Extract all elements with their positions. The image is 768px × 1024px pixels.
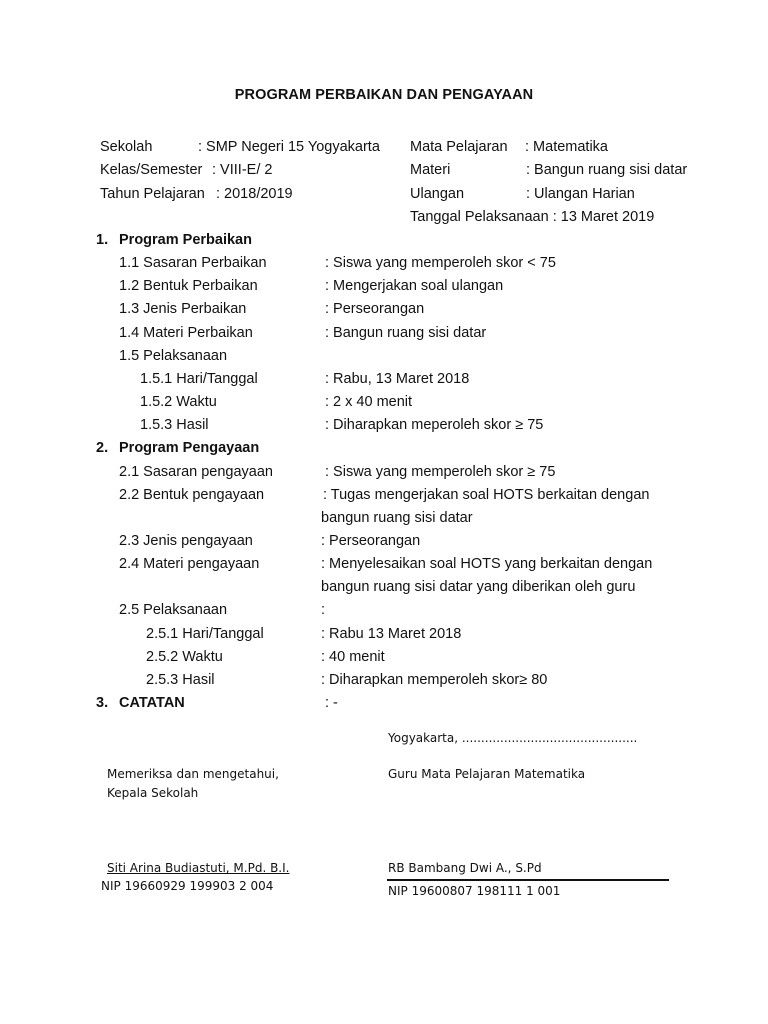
item-label: 1.5.3 Hasil: [140, 417, 209, 433]
item-label: 2.1 Sasaran pengayaan: [119, 464, 273, 480]
item-label: 2.5.3 Hasil: [146, 672, 215, 688]
section1-number: 1.: [96, 232, 109, 248]
place-date: Yogyakarta, ..............................................: [388, 731, 638, 745]
materi-label: Materi: [410, 162, 451, 178]
section2-number: 2.: [96, 440, 109, 456]
item-value: : Siswa yang memperoleh skor < 75: [325, 255, 556, 271]
item-value: : Diharapkan meperoleh skor ≥ 75: [325, 417, 544, 433]
item-label: 1.5.1 Hari/Tanggal: [140, 371, 258, 387]
item-label: 2.2 Bentuk pengayaan: [119, 487, 265, 503]
document-title: PROGRAM PERBAIKAN DAN PENGAYAAN: [234, 87, 534, 103]
item-label: 1.1 Sasaran Perbaikan: [119, 255, 267, 271]
tanggal-pelaksanaan: Tanggal Pelaksanaan : 13 Maret 2019: [410, 209, 655, 225]
signature-divider: [387, 879, 669, 881]
mapel-label: Mata Pelajaran: [410, 139, 508, 155]
item-value: :: [321, 602, 326, 618]
sekolah-value: : SMP Negeri 15 Yogyakarta: [198, 139, 380, 155]
item-value: : Menyelesaikan soal HOTS yang berkaitan dengan: [321, 556, 653, 572]
item-label: 2.3 Jenis pengayaan: [119, 533, 253, 549]
tahun-label: Tahun Pelajaran: [100, 186, 205, 202]
teacher-nip: NIP 19600807 198111 1 001: [388, 884, 561, 898]
item-label: 2.4 Materi pengayaan: [119, 556, 260, 572]
catatan-value: : -: [325, 695, 338, 711]
mapel-value: : Matematika: [525, 139, 608, 155]
item-value: : 40 menit: [321, 649, 385, 665]
section1-heading: Program Perbaikan: [119, 232, 252, 248]
item-label: 2.5 Pelaksanaan: [119, 602, 228, 618]
section2-heading: Program Pengayaan: [119, 440, 260, 456]
item-value: : Rabu 13 Maret 2018: [321, 626, 462, 642]
item-label: 1.5 Pelaksanaan: [119, 348, 228, 364]
tahun-value: : 2018/2019: [216, 186, 293, 202]
item-value-continued: bangun ruang sisi datar: [321, 510, 473, 526]
item-label: 1.3 Jenis Perbaikan: [119, 301, 247, 317]
principal-nip: NIP 19660929 199903 2 004: [101, 879, 274, 893]
kelas-label: Kelas/Semester: [100, 162, 203, 178]
item-label: 2.5.2 Waktu: [146, 649, 223, 665]
section3-number: 3.: [96, 695, 109, 711]
principal-name: Siti Arina Budiastuti, M.Pd. B.I.: [107, 861, 290, 875]
teacher-name: RB Bambang Dwi A., S.Pd: [388, 861, 542, 875]
item-value-continued: bangun ruang sisi datar yang diberikan oleh guru: [321, 579, 636, 595]
item-label: 1.4 Materi Perbaikan: [119, 325, 253, 341]
item-label: 1.5.2 Waktu: [140, 394, 217, 410]
item-value: : Perseorangan: [325, 301, 425, 317]
item-value: : Mengerjakan soal ulangan: [325, 278, 504, 294]
item-label: 1.2 Bentuk Perbaikan: [119, 278, 258, 294]
item-value: : Perseorangan: [321, 533, 421, 549]
examiner-line1: Memeriksa dan mengetahui,: [107, 767, 279, 781]
section3-heading: CATATAN: [119, 695, 185, 711]
ulangan-value: : Ulangan Harian: [526, 186, 635, 202]
item-value: : Diharapkan memperoleh skor≥ 80: [321, 672, 548, 688]
materi-value: : Bangun ruang sisi datar: [526, 162, 688, 178]
item-value: : Tugas mengerjakan soal HOTS berkaitan dengan: [323, 487, 650, 503]
item-value: : Bangun ruang sisi datar: [325, 325, 487, 341]
item-label: 2.5.1 Hari/Tanggal: [146, 626, 264, 642]
examiner-line2: Kepala Sekolah: [107, 786, 199, 800]
teacher-title: Guru Mata Pelajaran Matematika: [388, 767, 586, 781]
kelas-value: : VIII-E/ 2: [212, 162, 273, 178]
item-value: : Rabu, 13 Maret 2018: [325, 371, 470, 387]
sekolah-label: Sekolah: [100, 139, 153, 155]
item-value: : Siswa yang memperoleh skor ≥ 75: [325, 464, 556, 480]
ulangan-label: Ulangan: [410, 186, 465, 202]
item-value: : 2 x 40 menit: [325, 394, 413, 410]
